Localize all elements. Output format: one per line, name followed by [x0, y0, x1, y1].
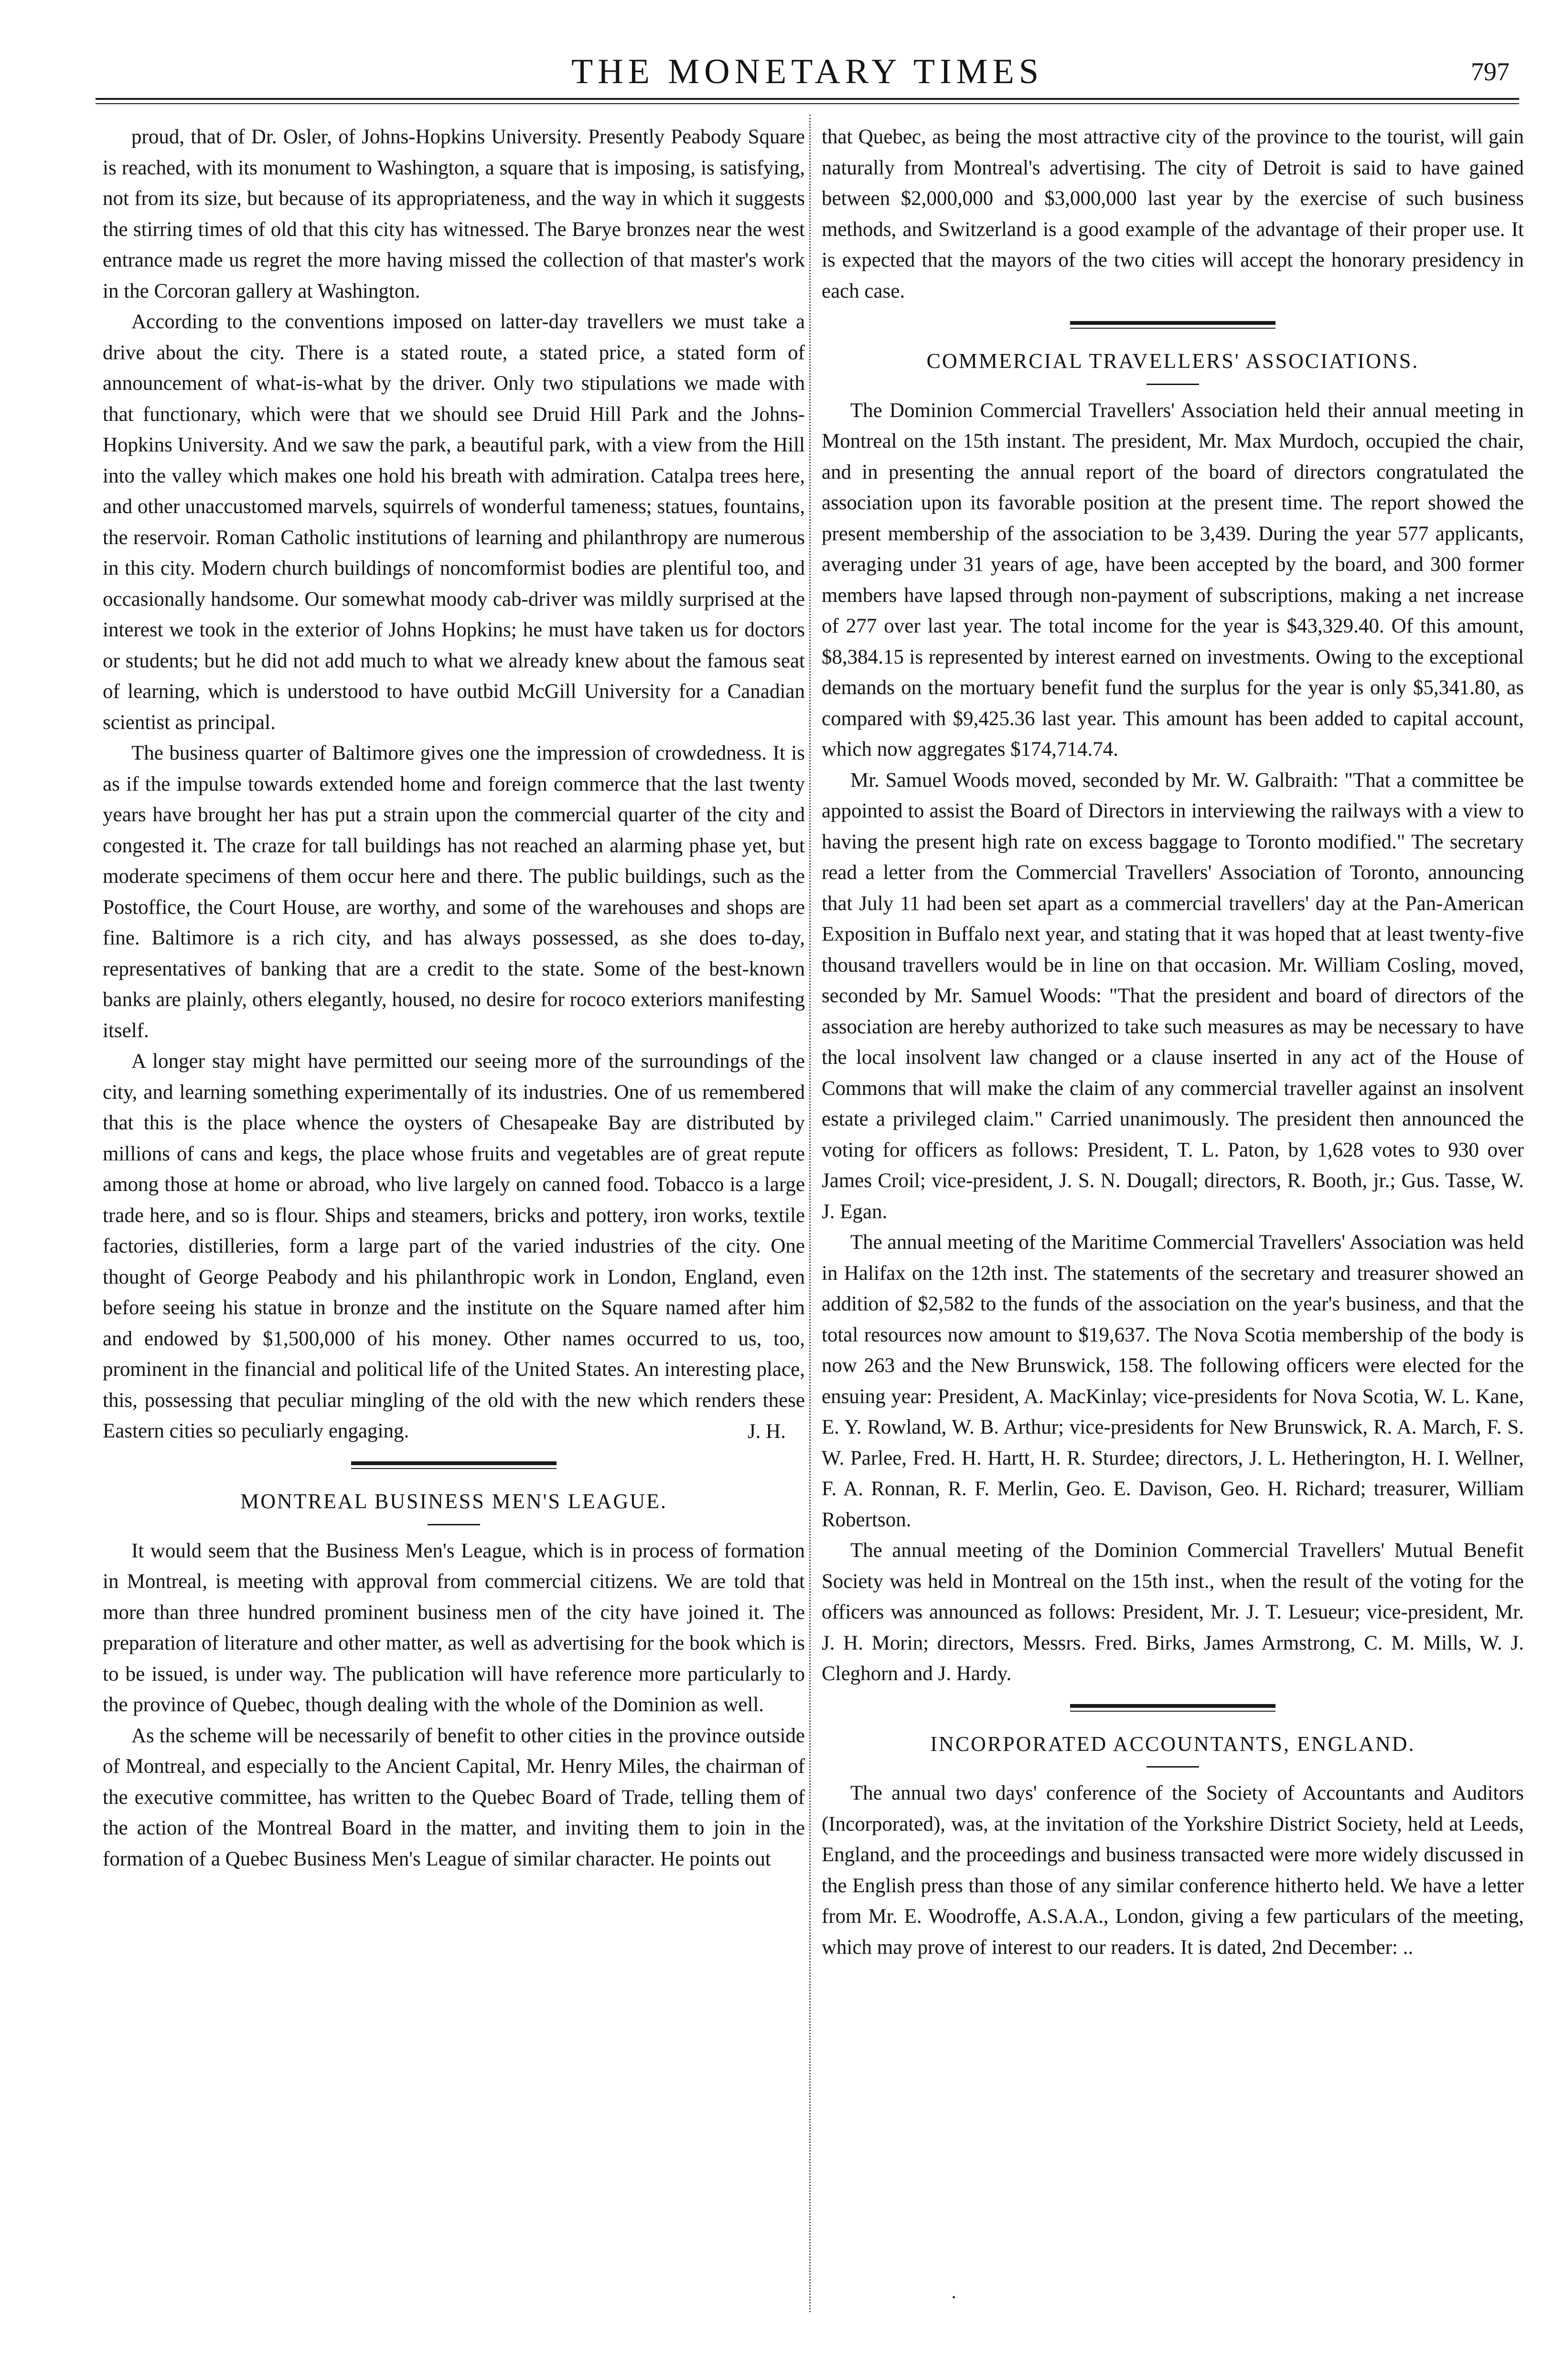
article-paragraph: The annual meeting of the Maritime Commercial Travellers' Association was held in Halifax on the 12th inst. The statements of the secretary and treasurer showed an addition of $2,582 to the funds of the association on the year's business, and that the total resources now amount to $19,637. The Nova Scotia membership of the body is now 263 and the New Brunswick, 158. The following officers were elected for the ensuing year: President, A. MacKinlay; vice-presidents for Nova Scotia, W. L. Kane, E. Y. Rowland, W. B. Arthur; vice-presidents for New Brunswick, R. A. March, F. S. W. Parlee, Fred. H. Hartt, H. R. Sturdee; directors, J. L. Hetherington, H. I. Wellner, F. A. Ronnan, R. F. Merlin, Geo. E. Davison, Geo. H. Richard; treasurer, William Robertson.	[822, 1231, 1524, 1531]
article-paragraph: According to the conventions imposed on latter-day travellers we must take a drive about the city. There is a stated route, a stated price, a stated form of announcement of what-is-what by the driver. Only two stipulations we made with that functionary, which were that we should see Druid Hill Park and the Johns-Hopkins University. And we saw the park, a beautiful park, with a view from the Hill into the valley which makes one hold his breath with admiration. Catalpa trees here, and other unaccustomed marvels, squirrels of wonderful tameness; statues, fountains, the reservoir. Roman Catholic institutions of learning and philanthropy are numerous in this city. Modern church buildings of noncomformist bodies are plentiful too, and occasionally handsome. Our somewhat moody cab-driver was mildly surprised at the interest we took in the exterior of Johns Hopkins; he must have taken us for doctors or students; but he did not add much to what we already knew about the famous seat of learning, which is understood to have outbid McGill University for a Canadian scientist as principal.	[103, 311, 805, 734]
article-signature: J. H.	[747, 1420, 786, 1443]
masthead-rule-thin	[96, 103, 1519, 104]
article-paragraph: As the scheme will be necessarily of benefit to other cities in the province outside of Montreal, and especially to the Ancient Capital, Mr. Henry Miles, the chairman of the executive committee, has written to the Quebec Board of Trade, telling them of the action of the Montreal Board in the matter, and inviting them to join in the formation of a Quebec Business Men's League of similar character. He points out	[103, 1724, 805, 1870]
section-heading-incorporated-accountants: INCORPORATED ACCOUNTANTS, ENGLAND.	[930, 1732, 1415, 1756]
right-column	[822, 122, 1524, 1963]
article-paragraph: The annual meeting of the Dominion Commercial Travellers' Mutual Benefit Society was held in Montreal on the 15th inst., when the result of the voting for the officers was announced as follows: President, Mr. J. T. Lesueur; vice-president, Mr. J. H. Morin; directors, Messrs. Fred. Birks, James Armstrong, C. M. Mills, W. J. Cleghorn and J. Hardy.	[822, 1539, 1524, 1685]
print-mark: ·	[951, 2286, 957, 2308]
section-rule-thin	[351, 1468, 557, 1469]
article-paragraph: Mr. Samuel Woods moved, seconded by Mr. W. Galbraith: "That a committee be appointed to assist the Board of Directors in interviewing the railways with a view to having the present high rate on excess baggage to Toronto modified." The secretary read a letter from the Commercial Travellers' Association of Toronto, announcing that July 11 had been set apart as a commercial travellers' day at the Pan-American Exposition in Buffalo next year, and stating that it was hoped that at least twenty-five thousand travellers would be in line on that occasion. Mr. William Cosling, moved, seconded by Mr. Samuel Woods: "That the president and board of directors of the association are hereby authorized to take such measures as may be necessary to have the local insolvent law changed or a clause inserted in any act of the House of Commons that will make the claim of any commercial traveller against an insolvent estate a privileged claim." Carried unanimously. The president then announced the voting for officers as follows: President, T. L. Paton, by 1,628 votes to 930 over James Croil; vice-president, J. S. N. Dougall; directors, R. Booth, jr.; Gus. Tasse, W. J. Egan.	[822, 769, 1524, 1223]
heading-underline	[1146, 1766, 1199, 1768]
masthead-rule	[96, 98, 1519, 100]
section-heading-montreal-league: MONTREAL BUSINESS MEN'S LEAGUE.	[240, 1490, 667, 1513]
article-paragraph: A longer stay might have permitted our seeing more of the surroundings of the city, and learning something experimentally of its industries. One of us remembered that this is the place whence the oysters of Chesapeake Bay are distributed by millions of cans and kegs, the place whose fruits and vegetables are of great repute among those at home or abroad, who live largely on canned food. Tobacco is a large trade here, and so is flour. Ships and steamers, bricks and pottery, iron works, textile factories, distilleries, form a large part of the varied industries of the city. One thought of George Peabody and his philanthropic work in London, England, even before seeing his statue in bronze and the institute on the Square named after him and endowed by $1,500,000 of his money. Other names occurred to us, too, prominent in the financial and political life of the United States. An interesting place, this, possessing that peculiar mingling of the old with the new which renders these Eastern cities so peculiarly engaging.	[103, 1050, 805, 1442]
section-rule-thin	[1070, 328, 1275, 329]
section-rule	[351, 1461, 557, 1465]
article-paragraph: The annual two days' conference of the Society of Accountants and Auditors (Incorporated), was, at the invitation of the Yorkshire District Society, held at Leeds, England, and the proceedings and business transacted were more widely discussed in the English press than those of any similar conference hitherto held. We have a letter from Mr. E. Woodroffe, A.S.A.A., London, giving a few particulars of the meeting, which may prove of interest to our readers. It is dated, 2nd December: ..	[822, 1782, 1524, 1959]
article-paragraph: The Dominion Commercial Travellers' Association held their annual meeting in Montreal on the 15th instant. The president, Mr. Max Murdoch, occupied the chair, and in presenting the annual report of the board of directors congratulated the association upon its favorable position at the present time. The report showed the present membership of the association to be 3,439. During the year 577 applicants, averaging under 31 years of age, have been accepted by the board, and 300 former members have lapsed through non-payment of subscriptions, making a net increase of 277 over last year. The total income for the year is $43,329.40. Of this amount, $8,384.15 is represented by interest earned on investments. Owing to the exceptional demands on the mortuary benefit fund the surplus for the year is only $5,341.80, as compared with $9,425.36 last year. This amount has been added to capital account, which now aggregates $174,714.74.	[822, 399, 1524, 761]
article-paragraph: The business quarter of Baltimore gives one the impression of crowdedness. It is as if the impulse towards extended home and foreign commerce that the last twenty years have brought her has put a strain upon the commercial quarter of the city and congested it. The craze for tall buildings has not reached an alarming phase yet, but moderate specimens of them occur here and there. The public buildings, such as the Postoffice, the Court House, are worthy, and some of the warehouses and shops are fine. Baltimore is a rich city, and has always possessed, as she does to-day, representatives of banking that are a credit to the state. Some of the best-known banks are plainly, others elegantly, housed, no desire for rococo exteriors manifesting itself.	[103, 742, 805, 1042]
article-paragraph: It would seem that the Business Men's League, which is in process of formation in Montreal, is meeting with approval from commercial citizens. We are told that more than three hundred prominent business men of the city have joined it. The preparation of literature and other matter, as well as advertising for the book which is to be issued, is under way. The publication will have reference more particularly to the province of Quebec, though dealing with the whole of the Dominion as well.	[103, 1539, 805, 1716]
publication-title: THE MONETARY TIMES	[571, 52, 1044, 91]
section-rule	[1070, 1704, 1275, 1708]
section-heading-commercial-travellers: COMMERCIAL TRAVELLERS' ASSOCIATIONS.	[926, 349, 1419, 373]
left-column	[103, 122, 805, 1875]
page-number: 797	[1471, 57, 1510, 86]
article-paragraph: that Quebec, as being the most attractive city of the province to the tourist, will gain naturally from Montreal's advertising. The city of Detroit is said to have gained between $2,000,000 and $3,000,000 last year by the exercise of such business methods, and Switzerland is a good example of the advantage of their proper use. It is expected that the mayors of the two cities will accept the honorary presidency in each case.	[822, 126, 1524, 302]
heading-underline	[1146, 384, 1199, 385]
column-divider	[809, 115, 811, 2312]
heading-underline	[428, 1524, 480, 1525]
section-rule	[1070, 321, 1275, 325]
article-paragraph: proud, that of Dr. Osler, of Johns-Hopkins University. Presently Peabody Square is reached, with its monument to Washington, a square that is imposing, is satisfying, not from its size, but because of its appropriateness, and the way in which it suggests the stirring times of old that this city has witnessed. The Barye bronzes near the west entrance made us regret the more having missed the collection of that master's work in the Corcoran gallery at Washington.	[103, 126, 805, 302]
section-rule-thin	[1070, 1711, 1275, 1712]
masthead	[96, 48, 1519, 96]
